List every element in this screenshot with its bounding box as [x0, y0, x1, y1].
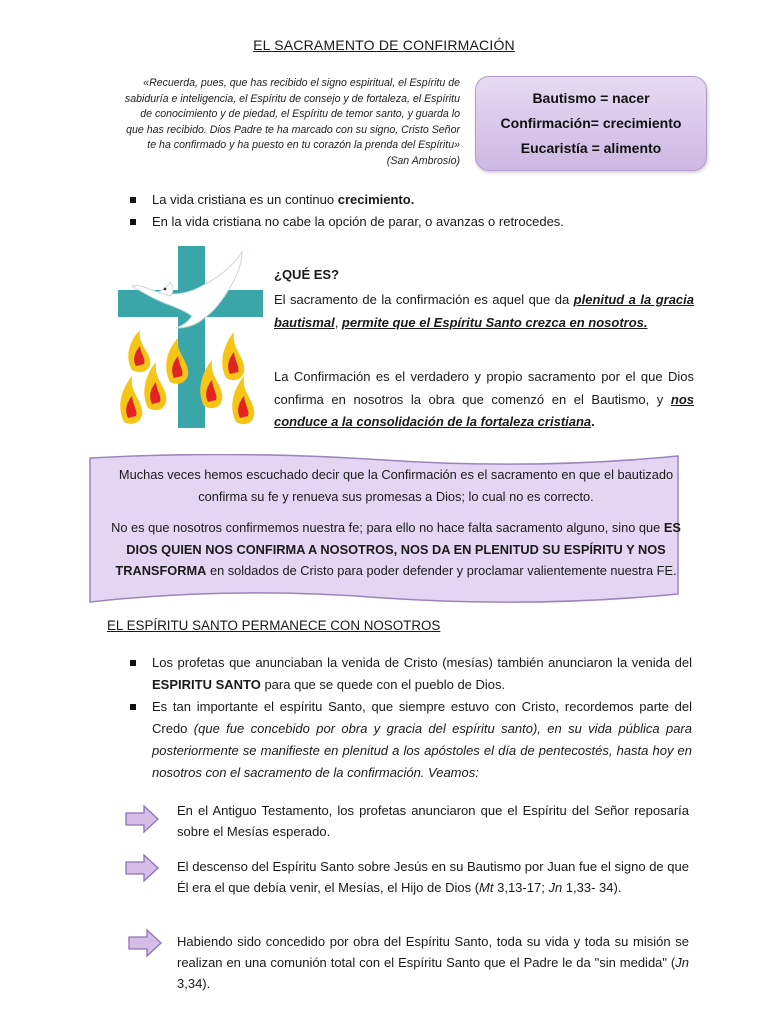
right-arrow-icon — [125, 804, 159, 834]
right-arrow-icon — [128, 928, 162, 958]
text-run: 1,33- 34). — [562, 880, 622, 895]
text-run: 3,13-17; — [493, 880, 549, 895]
text-run: No es que nosotros confirmemos nuestra fe; para ello no hace falta sacramento alguno, sino que — [111, 520, 664, 535]
text-run: 3,34). — [177, 976, 211, 991]
text-run: Es tan importante el espíritu Santo, que siempre estuvo con Cristo, recordemos parte del Credo — [152, 699, 692, 736]
emphasis-text: plenitud a la gracia bautismal — [274, 292, 694, 330]
text-run: Los profetas que anunciaban la venida de Cristo (mesías) también anunciaron la venida del — [152, 655, 692, 670]
right-arrow-icon — [125, 853, 159, 883]
text-run: , — [334, 314, 342, 330]
text-run: para que se quede con el pueblo de Dios. — [260, 677, 506, 692]
quote-line: de conocimiento y de piedad, el Espíritu de temor santo, y guarda lo — [140, 108, 460, 121]
arrow-point-3 — [177, 931, 689, 994]
text-run: La Confirmación es el verdadero y propio sacramento por el que Dios confirma en nosotros la obra que comenzó en el Bautismo, y — [274, 369, 694, 407]
bullet-text: En la vida cristiana no cabe la opción de parar, o avanzas o retrocedes. — [152, 214, 564, 229]
text-run: Habiendo sido concedido por obra del Espíritu Santo, toda su vida y toda su misión se realizan en una comunión total con el Espíritu Santo que el Padre le da "sin medida" ( — [177, 934, 689, 970]
wavy-callout-banner — [84, 454, 684, 604]
que-es-heading: ¿QUÉ ES? — [274, 267, 340, 282]
bullet-square-icon — [130, 704, 136, 710]
list-item — [128, 696, 692, 784]
section2-bullet-list — [128, 652, 692, 784]
list-item — [128, 211, 708, 233]
summary-baptism: Bautismo = nacer — [532, 90, 650, 106]
list-item — [128, 189, 708, 211]
quote-line: «Recuerda, pues, que has recibido el signo espiritual, el Espíritu de — [143, 77, 460, 89]
quote-author: (San Ambrosio) — [386, 154, 460, 167]
dove-cross-flames-illustration — [118, 246, 263, 428]
reference-text: Mt — [479, 880, 494, 895]
bullet-bold-text: crecimiento. — [337, 192, 415, 207]
reference-text: Jn — [548, 880, 563, 895]
bold-text: ES DIOS QUIEN NOS CONFIRMA A NOSOTROS, NOS DA EN PLENITUD SU ESPÍRITU Y NOS TRANSFORMA — [115, 520, 681, 578]
emphasis-text: nos conduce a la consolidación de la fortaleza cristiana — [274, 391, 694, 429]
text-run: El sacramento de la confirmación es aquel que da — [274, 292, 574, 307]
quote-line: sabiduría e inteligencia, el Espíritu de consejo y de fortaleza, el Espíritu — [124, 92, 460, 105]
bullet-square-icon — [130, 197, 136, 203]
sacraments-summary-box — [475, 76, 707, 171]
text-run: El descenso del Espíritu Santo sobre Jesús en su Bautismo por Juan fue el signo de que Él era el que debía venir, el Mesías, el Hijo de Dios ( — [177, 859, 689, 895]
quote-line: te ha confirmado y ha puesto en tu corazón la prenda del Espíritu» — [147, 139, 460, 152]
page-title: EL SACRAMENTO DE CONFIRMACIÓN — [253, 37, 515, 53]
summary-eucharist: Eucaristía = alimento — [520, 140, 662, 156]
arrow-point-1: En el Antiguo Testamento, los profetas anunciaron que el Espíritu del Señor reposaría sobre el Mesías esperado. — [177, 803, 689, 839]
reference-text: Jn — [675, 955, 689, 970]
text-run: en soldados de Cristo para poder defender y proclamar valientemente nuestra FE. — [206, 563, 677, 578]
summary-confirmation: Confirmación= crecimiento — [500, 115, 682, 131]
list-item — [128, 652, 692, 696]
bullet-text: La vida cristiana es un continuo — [152, 192, 338, 207]
section-heading: EL ESPÍRITU SANTO PERMANECE CON NOSOTROS — [107, 618, 441, 633]
banner-paragraph-2 — [100, 517, 692, 582]
banner-text — [100, 464, 692, 592]
que-es-paragraph-2 — [274, 366, 694, 434]
arrow-point-2 — [177, 856, 689, 898]
que-es-paragraph-1 — [274, 289, 694, 334]
text-run: . — [591, 414, 595, 429]
bold-text: ESPIRITU SANTO — [152, 677, 261, 692]
bullet-square-icon — [130, 660, 136, 666]
bullet-square-icon — [130, 219, 136, 225]
intro-bullet-list — [128, 189, 708, 233]
san-ambrosio-quote — [100, 76, 460, 170]
quote-line: que has recibido. Dios Padre te ha marcado con su signo, Cristo Señor — [126, 123, 460, 136]
emphasis-text: permite que el Espíritu Santo crezca en nosotros. — [341, 314, 648, 330]
italic-text: (que fue concebido por obra y gracia del espíritu santo), en su vida pública para posteriormente se manifieste en plenitud a los apóstoles el día de pentecostés, hasta hoy en nosotros con el sacramento de la confirmación. Veamos: — [152, 721, 692, 780]
banner-paragraph-1: Muchas veces hemos escuchado decir que la Confirmación es el sacramento en que el bautizado confirma su fe y renueva sus promesas a Dios; lo cual no es correcto. — [118, 467, 674, 504]
